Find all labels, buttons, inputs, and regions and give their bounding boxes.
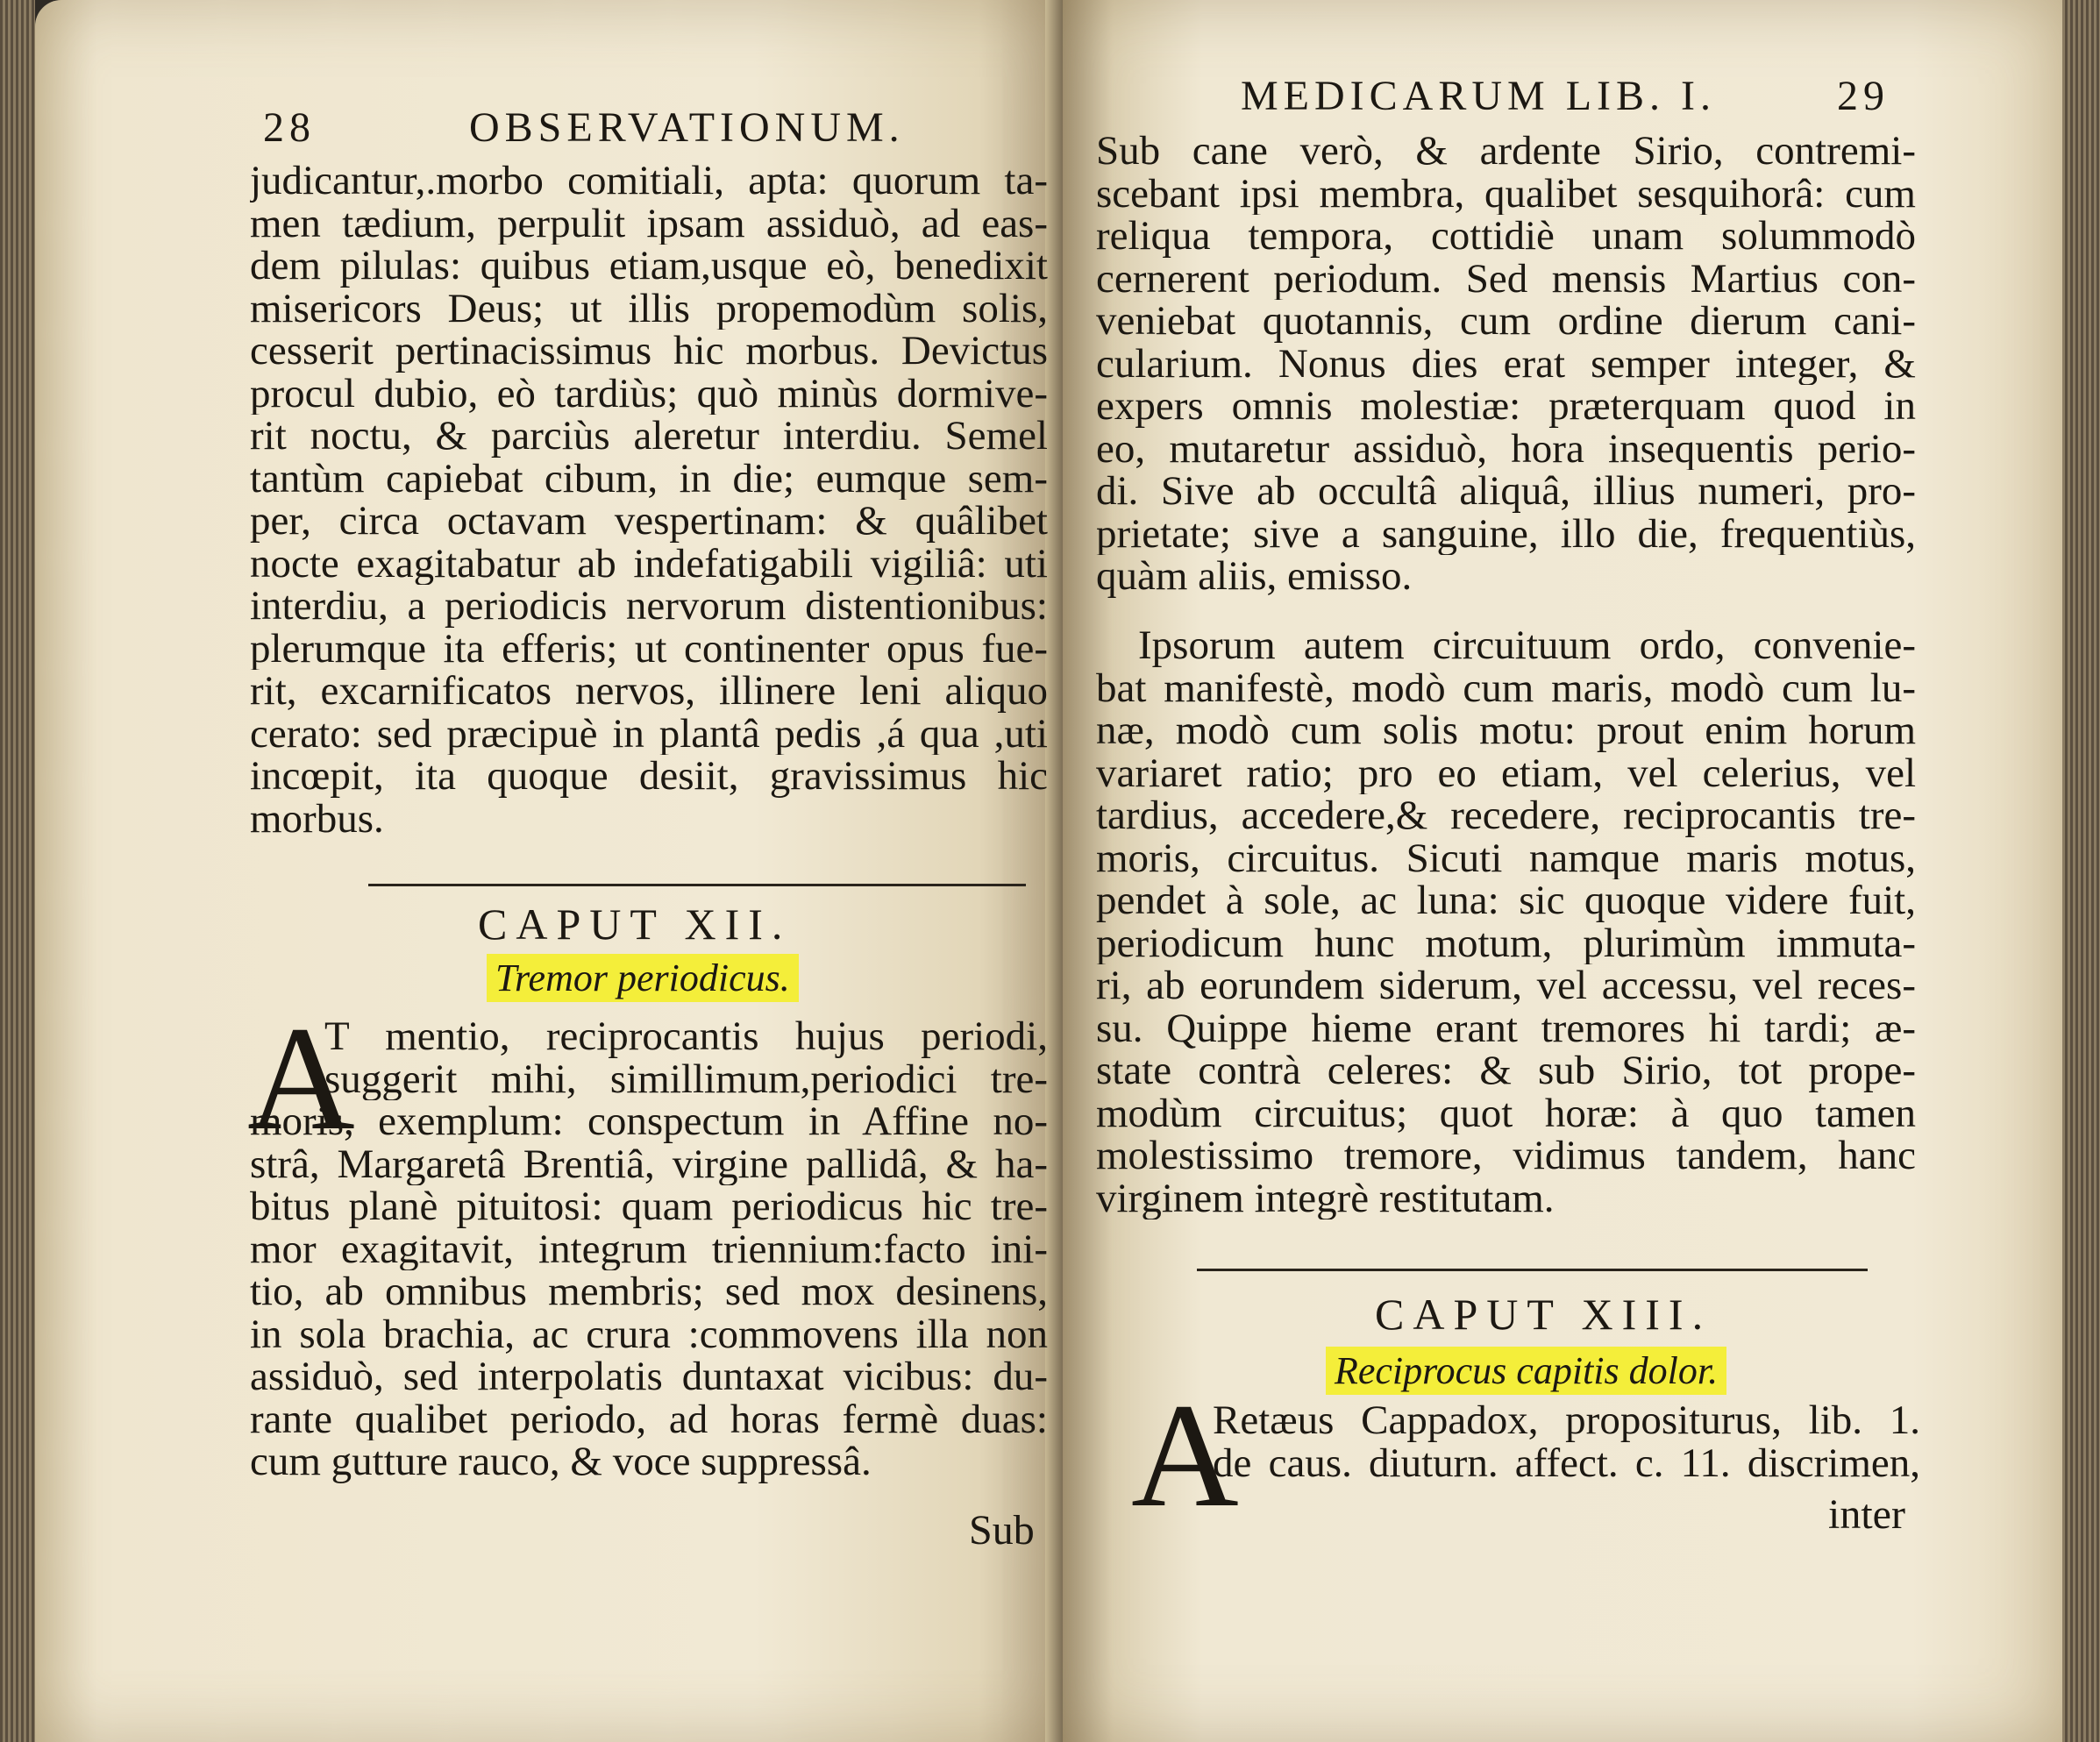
- text-line: men tædium, perpulit ipsam assiduò, ad eas-: [250, 202, 1048, 245]
- text-line: nocte exagitabatur ab indefatigabili vigiliâ: uti: [250, 542, 1048, 585]
- text-line: molestissimo tremore, vidimus tandem, hanc: [1096, 1134, 1916, 1177]
- left-section-rule: [368, 884, 1026, 886]
- caput-xii-heading: CAPUT XII.: [478, 899, 792, 949]
- text-line: strâ, Margaretâ Brentiâ, virgine pallidâ, & ha-: [250, 1142, 1048, 1185]
- text-line: tardius, accedere,& recedere, reciprocantis tre-: [1096, 794, 1916, 837]
- text-line: rante qualibet periodo, ad horas fermè duas:: [250, 1397, 1048, 1440]
- text-line: procul dubio, eò tardiùs; quò minùs dormive-: [250, 372, 1048, 415]
- text-line: di. Sive ab occultâ aliquâ, illius numeri, pro-: [1096, 470, 1916, 513]
- text-line: interdiu, a periodicis nervorum distentionibus:: [250, 585, 1048, 628]
- caput-xii-drop-cap: A: [247, 996, 355, 1161]
- text-line: Sub cane verò, & ardente Sirio, contremi-: [1096, 130, 1916, 173]
- left-running-head: OBSERVATIONUM.: [469, 104, 905, 151]
- text-line: ri, ab eorundem siderum, vel accessu, vel reces-: [1096, 964, 1916, 1007]
- text-line: periodicum hunc motum, plurimùm immuta-: [1096, 921, 1916, 964]
- left-body-text: [250, 160, 1048, 840]
- page-edges-right: [2062, 0, 2100, 1742]
- caput-xii-text: [250, 1015, 1048, 1483]
- text-line: rit, excarnificatos nervos, illinere leni aliquo: [250, 670, 1048, 713]
- text-line: reliqua tempora, cottidiè unam solummodò: [1096, 215, 1916, 258]
- text-line: per, circa octavam vespertinam: & quâlibet: [250, 500, 1048, 543]
- text-line: modùm circuitus; quot horæ: à quo tamen: [1096, 1091, 1916, 1134]
- text-line: moris, exemplum: conspectum in Affine no-: [250, 1100, 1048, 1143]
- text-line: de caus. diuturn. affect. c. 11. discrimen,: [1213, 1441, 1920, 1484]
- text-line: veniebat quotannis, cum ordine dierum cani-: [1096, 300, 1916, 343]
- text-line: misericors Deus; ut illis propemodùm solis,: [250, 287, 1048, 330]
- text-line: cernerent periodum. Sed mensis Martius con-: [1096, 257, 1916, 300]
- text-line: rit noctu, & parciùs aleretur interdiu. Semel: [250, 415, 1048, 458]
- right-paragraph-2: [1096, 624, 1916, 1219]
- text-line: suggerit mihi, simillimum,periodici tre-: [324, 1057, 1048, 1100]
- text-line: morbus.: [250, 797, 384, 840]
- text-line: plerumque ita efferis; ut continenter opus fue-: [250, 627, 1048, 670]
- text-line: T mentio, reciprocantis hujus periodi,: [324, 1015, 1048, 1058]
- text-line: pendet à sole, ac luna: sic quoque videre fuit,: [1096, 879, 1916, 922]
- text-line: scebant ipsi membra, qualibet sesquihorâ: cum: [1096, 172, 1916, 215]
- text-line: eo, mutaretur assiduò, hora insequentis perio-: [1096, 427, 1916, 470]
- right-page-number: 29: [1837, 73, 1890, 119]
- right-section-rule: [1197, 1269, 1868, 1271]
- right-running-head: MEDICARUM LIB. I.: [1241, 73, 1716, 119]
- text-line: moris, circuitus. Sicuti namque maris motus,: [1096, 836, 1916, 879]
- text-line: su. Quippe hieme erant tremores hi tardi; æ-: [1096, 1006, 1916, 1049]
- text-line: cerato: sed præcipuè in plantâ pedis ,á qua ,uti: [250, 712, 1048, 755]
- text-line: næ, modò cum solis motu: prout enim horum: [1096, 709, 1916, 752]
- caput-xiii-heading: CAPUT XIII.: [1375, 1290, 1712, 1339]
- text-line: Retæus Cappadox, propositurus, lib. 1.: [1213, 1399, 1920, 1442]
- caput-xiii-drop-cap: A: [1131, 1373, 1239, 1538]
- page-edges-left: [0, 0, 35, 1742]
- text-line: mor exagitavit, integrum triennium:facto ini-: [250, 1227, 1048, 1270]
- right-body-text: [1096, 130, 1916, 598]
- left-catchword: Sub: [969, 1507, 1035, 1554]
- caput-xiii-text: [1138, 1399, 1920, 1484]
- text-line: cularium. Nonus dies erat semper integer, &: [1096, 342, 1916, 385]
- text-line: dem pilulas: quibus etiam,usque eò, benedixit: [250, 245, 1048, 288]
- text-line: virginem integrè restitutam.: [1096, 1177, 1555, 1219]
- text-line: cum gutture rauco, & voce suppressâ.: [250, 1440, 872, 1483]
- text-line: incœpit, ita quoque desiit, gravissimus hic: [250, 755, 1048, 798]
- left-page-number: 28: [263, 104, 316, 151]
- text-line: in sola brachia, ac crura :commovens illa non: [250, 1312, 1048, 1355]
- text-line: judicantur,.morbo comitiali, apta: quorum ta-: [250, 160, 1048, 203]
- text-line: tio, ab omnibus membris; sed mox desinens,: [250, 1270, 1048, 1313]
- text-line: Ipsorum autem circuituum ordo, convenie-: [1138, 624, 1916, 667]
- text-line: bitus planè pituitosi: quam periodicus hic tre-: [250, 1185, 1048, 1228]
- text-line: assiduò, sed interpolatis duntaxat vicibus: du-: [250, 1355, 1048, 1398]
- text-line: variaret ratio; pro eo etiam, vel celerius, vel: [1096, 751, 1916, 794]
- caput-xii-subtitle: Tremor periodicus.: [487, 954, 799, 1002]
- text-line: bat manifestè, modò cum maris, modò cum lu-: [1096, 666, 1916, 709]
- text-line: tantùm capiebat cibum, in die; eumque sem-: [250, 457, 1048, 500]
- text-line: state contrà celeres: & sub Sirio, tot prope-: [1096, 1049, 1916, 1092]
- right-catchword: inter: [1828, 1491, 1905, 1538]
- text-line: expers omnis molestiæ: præterquam quod in: [1096, 385, 1916, 428]
- caput-xiii-subtitle: Reciprocus capitis dolor.: [1326, 1347, 1726, 1395]
- text-line: cesserit pertinacissimus hic morbus. Devictus: [250, 330, 1048, 373]
- text-line: quàm aliis, emisso.: [1096, 555, 1413, 598]
- text-line: prietate; sive a sanguine, illo die, frequentiùs,: [1096, 512, 1916, 555]
